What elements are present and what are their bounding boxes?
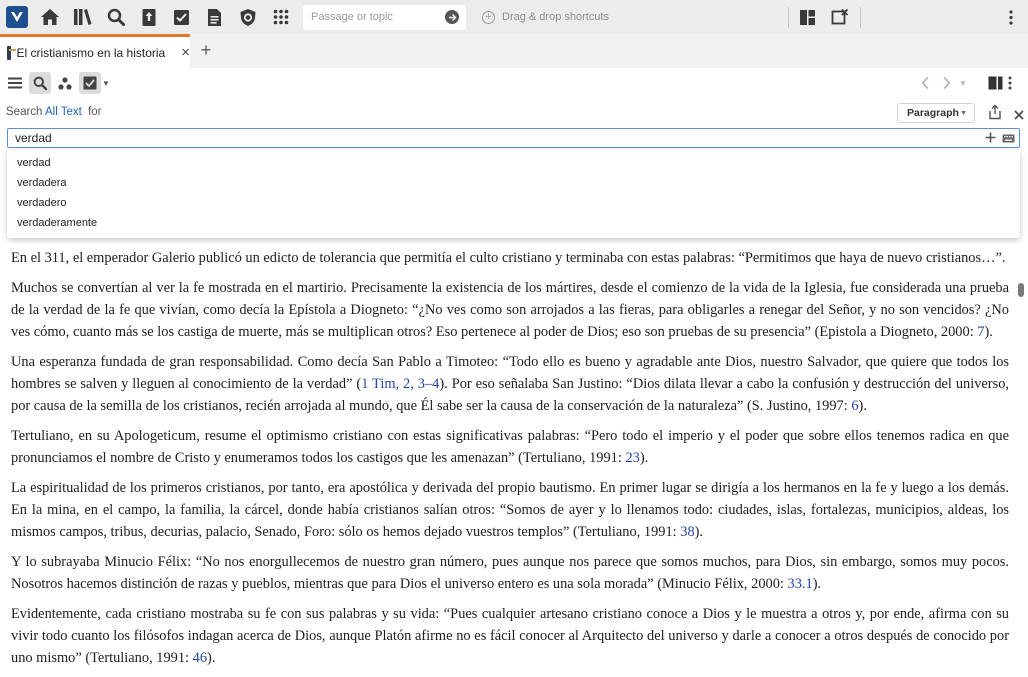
paragraph bbox=[11, 551, 1009, 595]
panel-toolbar bbox=[0, 68, 1028, 98]
search-icon[interactable] bbox=[99, 0, 132, 34]
scrollbar-thumb[interactable] bbox=[1018, 283, 1024, 297]
tab-el-cristianismo[interactable] bbox=[0, 34, 190, 68]
footnote-link[interactable]: 38 bbox=[680, 524, 695, 540]
layouts-icon[interactable] bbox=[792, 0, 822, 34]
suggestion-item[interactable]: verdad bbox=[17, 157, 51, 169]
footnote-link[interactable]: 7 bbox=[977, 324, 985, 340]
go-arrow-icon[interactable] bbox=[445, 10, 459, 24]
share-icon[interactable] bbox=[987, 104, 1003, 125]
documents-check-icon[interactable] bbox=[165, 0, 198, 34]
suggestion-item[interactable]: verdadera bbox=[17, 177, 67, 189]
footnote-link[interactable]: 33.1 bbox=[787, 576, 813, 592]
toolbar-divider bbox=[788, 7, 789, 28]
parallel-panel-icon[interactable] bbox=[988, 68, 1003, 98]
add-circle-icon: + bbox=[482, 11, 495, 24]
close-search-icon[interactable] bbox=[1014, 107, 1024, 125]
tools-shield-icon[interactable] bbox=[231, 0, 264, 34]
chevron-down-icon: ▼ bbox=[960, 109, 967, 117]
passage-input[interactable] bbox=[311, 11, 431, 23]
add-term-icon[interactable] bbox=[985, 130, 996, 148]
search-scope-label bbox=[6, 106, 101, 118]
paragraph bbox=[11, 277, 1009, 343]
paragraph bbox=[11, 351, 1009, 417]
guides-icon[interactable] bbox=[132, 0, 165, 34]
paragraph bbox=[11, 425, 1009, 469]
paragraph-text: ). bbox=[639, 450, 649, 466]
main-toolbar bbox=[0, 0, 1028, 34]
bible-reference-link[interactable]: 1 Tim, 2, 3–4 bbox=[361, 376, 440, 392]
close-tab-button[interactable]: × bbox=[181, 44, 190, 61]
home-icon[interactable] bbox=[33, 0, 66, 34]
footnote-link[interactable]: 46 bbox=[192, 650, 208, 666]
shortcuts-dropzone[interactable] bbox=[482, 11, 609, 24]
panel-more-icon[interactable] bbox=[1008, 68, 1012, 98]
search-box-actions bbox=[985, 130, 1015, 148]
paragraph-text: Y lo subrayaba Minucio Félix: “No nos enorgullecemos de nuestro gran número, pues aunque nos parece que somos muchos, para Dios, sin embargo, somos muy pocos. Nosotros hacemos distinción de razas y pueblos, mientras que para Dios el universo entero es una sola morada” (Minucio Félix, 2000: bbox=[11, 554, 1009, 592]
search-suggestions-dropdown bbox=[7, 150, 1020, 238]
paragraph-text: Una esperanza fundada de gran responsabilidad. Como decía San Pablo a Timoteo: “Todo ello es bueno y agradable ante Dios, nuestro Salvador, que quiere que todos los hombres se salven y lleguen al conocimiento de la verdad” ( bbox=[11, 354, 1009, 392]
forward-arrow-icon[interactable] bbox=[942, 68, 952, 98]
logos-logo-icon bbox=[6, 6, 28, 28]
apps-grid-icon[interactable] bbox=[264, 0, 297, 34]
search-mode-label: Paragraph bbox=[907, 107, 959, 119]
logos-home-logo[interactable] bbox=[0, 0, 33, 34]
paragraph bbox=[11, 477, 1009, 543]
paragraph-text: ). bbox=[694, 524, 704, 540]
visual-filter-icon[interactable] bbox=[54, 72, 76, 94]
close-panels-icon[interactable] bbox=[825, 0, 855, 34]
search-for-label: for bbox=[88, 106, 102, 118]
paragraph-text: ). bbox=[858, 398, 867, 414]
more-menu-icon[interactable] bbox=[996, 0, 1026, 34]
suggestion-item[interactable]: verdaderamente bbox=[17, 217, 98, 229]
paragraph-text: ). bbox=[984, 324, 993, 340]
keyboard-icon[interactable] bbox=[1002, 130, 1015, 148]
suggestion-item[interactable]: verdadero bbox=[17, 197, 67, 209]
toolbar-divider bbox=[860, 7, 861, 28]
passage-topic-box bbox=[303, 5, 466, 30]
search-row bbox=[0, 100, 1028, 126]
footnote-link[interactable]: 23 bbox=[625, 450, 640, 466]
panel-search-icon[interactable] bbox=[29, 72, 51, 94]
library-icon[interactable] bbox=[66, 0, 99, 34]
search-box bbox=[7, 128, 1020, 148]
tab-strip bbox=[0, 34, 1028, 68]
drag-drop-label: Drag & drop shortcuts bbox=[502, 11, 609, 23]
paragraph-text: ). bbox=[812, 576, 822, 592]
reading-check-icon[interactable] bbox=[79, 72, 101, 94]
search-label: Search bbox=[6, 106, 43, 118]
search-scope-link[interactable]: All Text bbox=[45, 106, 82, 118]
paragraph bbox=[11, 603, 1009, 669]
book-icon bbox=[7, 46, 11, 60]
paragraph-text: ). bbox=[207, 650, 216, 666]
paragraph-text: Muchos se convertían al ver la fe mostrada en el martirio. Precisamente la existencia de los mártires, desde el comienzo de la vida de la Iglesia, fue considerada una prueba de la verdad de la fe que vivían, como decía la Epístola a Diogneto: “¿No ves como son arrojados a las fieras, para obligarles a renegar del Señor, y no son vencidos? ¿No ves cómo, cuanto más se los castiga de muerte, más se multiplican otros? Eso pertenece al poder de Dios; eso son pruebas de su presencia” (Epistola a Diogneto, 2000: bbox=[11, 280, 1009, 340]
footnote-link[interactable]: 6 bbox=[851, 398, 859, 414]
book-content bbox=[11, 247, 1009, 677]
paragraph-text: En el 311, el emperador Galerio publicó un edicto de tolerancia que permitía el culto cristiano y terminaba con estas palabras: “Permitimos que haya de nuevo cristianos…”. bbox=[11, 250, 1006, 266]
back-arrow-icon[interactable] bbox=[920, 68, 930, 98]
paragraph-text: Tertuliano, en su Apologeticum, resume el optimismo cristiano con estas significativas palabras: “Pero todo el imperio y el poder que sobre ellos tenemos radica en que pronunciamos el nombre de Cristo y enumeramos todos los castigos que les amenazan” (Tertuliano, 1991: bbox=[11, 428, 1009, 466]
tab-title: El cristianismo en la historia bbox=[16, 45, 166, 60]
paragraph-text: La espiritualidad de los primeros cristianos, por tanto, era apostólica y derivada del propio bautismo. En primer lugar se dirigía a los hermanos en la fe y luego a los demás. En la mina, en el campo, la familia, la cárcel, donde había cristianos salían otros: “Somos de ayer y lo llenamos todo: ciudades, islas, fortalezas, municipios, aldeas, los mismos campos, tribus, decurias, palacio, Senado, Foro: sólo os hemos dejado vuestros templos” (Tertuliano, 1991: bbox=[11, 480, 1009, 540]
chevron-down-icon[interactable]: ▼ bbox=[102, 78, 110, 88]
paragraph-text: Evidentemente, cada cristiano mostraba su fe con sus palabras y su vida: “Pues cualquier artesano cristiano conoce a Dios y le muestra a otros y, por ende, afirma con su vivir todo cuanto los filósofos indagan acerca de Dios, aunque Platón afirme no es fácil conocer al Arquitecto del universo y darle a conocer a otros después de conocido por uno mismo” (Tertuliano, 1991: bbox=[11, 606, 1009, 666]
chevron-down-icon[interactable]: ▼ bbox=[959, 78, 967, 88]
paragraph-text: ). Por eso señalaba San Justino: “Dios dilata llevar a cabo la confusión y destrucción del universo, por causa de la semilla de los cristianos, recién arrojada al mundo, que Él sabe ser la causa de la conservación de la naturaleza” (S. Justino, 1997: bbox=[11, 376, 1009, 414]
panel-menu-icon[interactable] bbox=[4, 72, 26, 94]
add-tab-button[interactable]: + bbox=[200, 40, 212, 60]
search-input[interactable] bbox=[15, 131, 955, 145]
paragraph bbox=[11, 247, 1009, 269]
search-mode-dropdown[interactable] bbox=[897, 103, 975, 123]
notes-document-icon[interactable] bbox=[198, 0, 231, 34]
